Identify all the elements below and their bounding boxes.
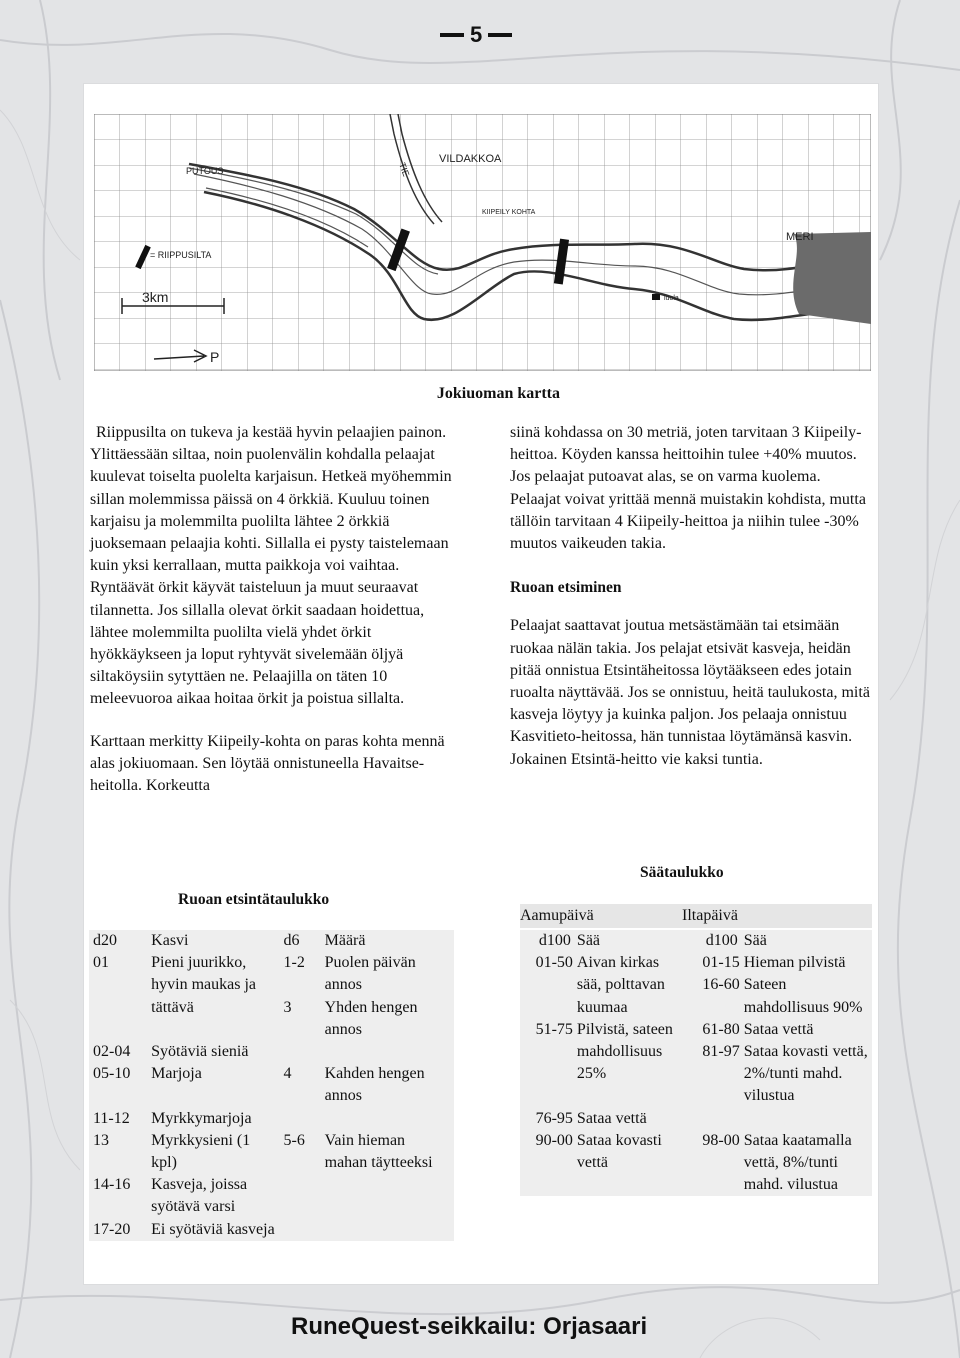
right-paragraph-2: Pelaajat saattavat joutua metsästämään tai etsimään ruokaa nälän takia. Jos pelajat etsivät kasveja, heidän pitää onnistua Etsintäheitossa löytääkseen edes jotain ruoalta näyttävää. Jos se onnistuu, heitä taulukosta, mitä kasveja löytyy ja kuinka paljon. Jos pelaaja onnistuu Kasvitieto-heitossa, hän tunnistaa löytämänsä kasvin. Jokainen Etsintä-heitto vie kaksi tuntia. <box>510 617 870 768</box>
weather-header-saa-morning: Sää <box>576 932 601 949</box>
table-cell: 13 <box>93 1131 109 1149</box>
table-cell: 76-95 <box>535 1109 573 1127</box>
river-map <box>94 114 871 371</box>
map-label-bridge-legend: = RIIPPUSILTA <box>150 250 212 260</box>
table-cell <box>280 1041 321 1063</box>
food-table <box>89 930 454 1241</box>
map-label-valley: VILDAKKOA <box>439 153 502 165</box>
table-cell: Hieman pilvistä Sateen mahdollisuus 90% <box>743 954 863 1016</box>
table-cell: Pieni juurikko, hyvin maukas ja tättävä <box>151 954 257 1016</box>
table-cell: 01-50 <box>535 954 573 972</box>
map-label-nest: luola <box>664 295 679 302</box>
map-label-north: P <box>210 349 220 365</box>
weather-header-saa-evening: Sää <box>743 932 767 949</box>
table-cell: Kahden hengen annos <box>324 1065 425 1105</box>
table-cell: Puolen päivän annos Yhden hengen annos <box>324 954 418 1038</box>
footer-title: RuneQuest-seikkailu: Orjasaari <box>291 1313 648 1340</box>
table-row <box>89 1174 454 1218</box>
table-row <box>89 1063 454 1107</box>
table-cell: 1-2 3 <box>283 954 305 1016</box>
table-cell: Vain hieman mahan täytteeksi <box>324 1131 433 1172</box>
page-number-dash-left <box>440 33 464 37</box>
table-cell: Myrkkymarjoja <box>151 1109 252 1127</box>
map-label-climb-point: KIIPEILY KOHTA <box>482 209 536 216</box>
table-cell: Myrkkysieni (1 kpl) <box>151 1131 251 1172</box>
table-cell: 51-75 <box>535 1020 573 1038</box>
table-cell: 61-80 81-97 <box>702 1020 740 1061</box>
table-cell: 90-00 <box>535 1131 573 1149</box>
table-cell <box>280 1174 321 1218</box>
weather-table-title: Säätaulukko <box>640 864 724 881</box>
table-cell <box>321 1219 454 1241</box>
table-cell <box>280 1219 321 1241</box>
sea-area <box>793 232 871 324</box>
table-cell: 01 <box>93 954 109 972</box>
right-column <box>510 422 872 771</box>
table-row <box>89 1130 454 1174</box>
table-cell: Kasveja, joissa syötävä varsi <box>151 1176 248 1216</box>
table-cell: 98-00 <box>702 1131 740 1149</box>
map-label-sea: MERI <box>786 231 814 243</box>
table-cell: 14-16 <box>93 1176 131 1194</box>
page-number <box>440 22 512 48</box>
page-number-dash-right <box>488 33 512 37</box>
table-row <box>520 1108 872 1130</box>
table-cell: Ei syötäviä kasveja <box>151 1220 275 1238</box>
table-cell: 5-6 <box>283 1131 305 1149</box>
page-number-value: 5 <box>470 22 483 47</box>
table-cell: Sataa kaatamalla vettä, 8%/tunti mahd. vilustua <box>743 1131 852 1194</box>
table-cell <box>280 1108 321 1130</box>
left-paragraph-2: Karttaan merkitty Kiipeily-kohta on paras kohta mennä alas jokiuomaan. Sen löytää onnistuneella Havaitse-heitolla. Korkeutta <box>90 732 445 795</box>
food-header-d6: d6 <box>283 932 300 949</box>
food-table-header <box>89 930 454 952</box>
food-header-d20: d20 <box>93 932 117 949</box>
map-caption: Jokiuoman kartta <box>436 385 560 402</box>
weather-header-d100-evening: d100 <box>705 932 738 949</box>
cave-marker <box>652 294 660 300</box>
table-cell: 02-04 <box>93 1043 131 1061</box>
table-cell: Pilvistä, sateen mahdollisuus 25% <box>576 1020 673 1083</box>
table-cell: 01-15 16-60 <box>702 954 740 994</box>
table-cell: 4 <box>283 1065 292 1083</box>
weather-group-evening: Iltapäivä <box>682 907 738 924</box>
table-cell: Aivan kirkas sää, polttavan kuumaa <box>576 954 665 1016</box>
table-cell: 05-10 <box>93 1065 131 1083</box>
table-row <box>89 1041 454 1063</box>
table-cell: 17-20 <box>93 1220 131 1238</box>
table-cell: Syötäviä sieniä <box>151 1043 249 1061</box>
table-row <box>89 1108 454 1130</box>
table-row <box>89 1219 454 1241</box>
table-cell: Sataa kovasti vettä <box>576 1131 662 1172</box>
weather-table-group-header <box>520 904 872 928</box>
section-heading-ruoan-etsiminen: Ruoan etsiminen <box>510 579 622 597</box>
table-cell: Sataa vettä Sataa kovasti vettä, 2%/tunti mahd. vilustua <box>743 1020 868 1105</box>
weather-table-header <box>520 930 872 952</box>
table-cell: Marjoja <box>151 1065 202 1083</box>
map-label-scale: 3km <box>142 289 169 305</box>
table-cell <box>687 1108 742 1130</box>
table-cell <box>321 1041 454 1063</box>
right-paragraph-1: siinä kohdassa on 30 metriä, joten tarvitaan 3 Kiipeily-heittoa. Köyden kanssa heittoihin tulee +40% muutos. Jos pelaajat putoavat alas, se on varma kuolema. Pelaajat voivat yrittää mennä muistakin kohdista, mutta tällöin tarvitaan 4 Kiipeily-heittoa ja niihin tulee -30% muutos vaikeuden takia. <box>510 424 866 553</box>
table-cell <box>321 1108 454 1130</box>
left-paragraph-1: Riippusilta on tukeva ja kestää hyvin pelaajien painon. Ylittäessään siltaa, noin puolenvälin kohdalla pelaajat kuulevat toiselta puolelta karjaisun. Hetkeä myöhemmin sillan molemmissa päissä on 4 örkkiä. Kuuluu toinen karjaisu ja molemmilta puolilta lähtee 2 örkkiä juoksemaan pelaajia kohti. Sillalla ei pysty taistelemaan kuin yksi kerrallaan, mutta paikkoja voi vaihtaa. Ryntäävät örkit käyvät taisteluun ja muut seuraavat tilannetta. Jos sillalla olevat örkit saadaan hoidettua, lähtee molemmilta puolilta vielä yhdet örkit hyökkäykseen ja loput ryhtyvät sivelemään öljyä siltaköysiin sytyttäen ne. Pelaajilla on täten 10 meleevuoroa aikaa hoitaa örkit ja poistua sillalta. <box>90 424 452 708</box>
food-header-kasvi: Kasvi <box>151 932 189 949</box>
table-row <box>89 952 454 1041</box>
table-row <box>520 1019 872 1108</box>
map-label-waterfall: PUTOUS <box>186 166 224 176</box>
table-cell <box>321 1174 454 1218</box>
food-table-title: Ruoan etsintätaulukko <box>178 891 330 908</box>
left-column <box>90 422 452 797</box>
weather-group-morning: Aamupäivä <box>520 907 594 924</box>
table-row <box>520 1130 872 1197</box>
table-cell: 11-12 <box>93 1109 130 1127</box>
table-cell <box>742 1108 872 1130</box>
weather-header-d100-morning: d100 <box>538 932 571 949</box>
weather-table <box>520 930 872 1196</box>
map-label-road: TIE <box>397 161 412 178</box>
left-paragraph-gap <box>90 711 452 731</box>
food-header-maara: Määrä <box>324 932 366 949</box>
table-cell: Sataa vettä <box>576 1109 647 1127</box>
table-row <box>520 952 872 1019</box>
